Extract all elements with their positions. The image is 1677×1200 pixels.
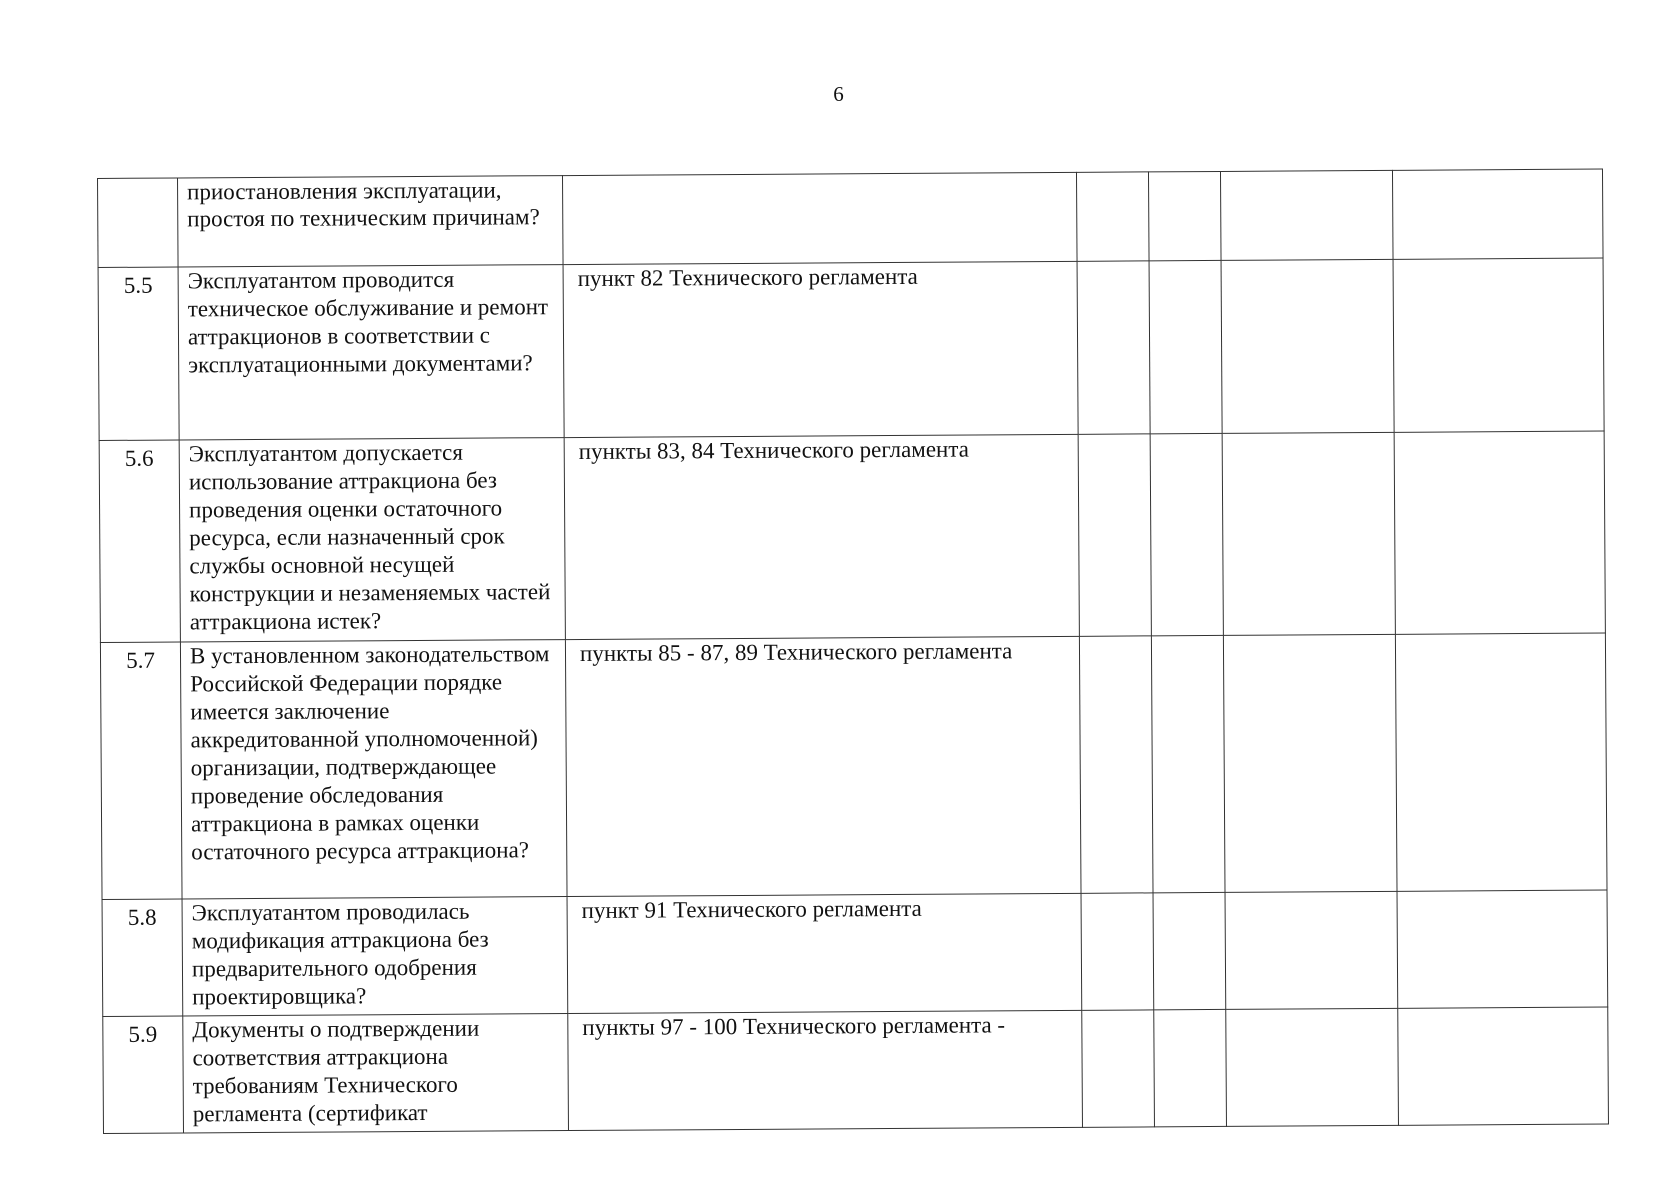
row-number: 5.6: [99, 440, 180, 642]
empty-cell: [1222, 432, 1395, 635]
empty-cell: [1081, 893, 1154, 1010]
empty-cell: [1393, 258, 1604, 432]
empty-cell: [1148, 171, 1221, 260]
table-row: [102, 890, 1608, 1016]
page-number: 6: [833, 82, 844, 106]
question-cell: Эксплуатантом проводилась модификация аттракциона без предварительного одобрения проектировщика?: [182, 897, 568, 1016]
empty-cell: [1392, 169, 1603, 259]
empty-cell: [1150, 433, 1223, 635]
table-row: [98, 258, 1604, 440]
empty-cell: [1220, 170, 1393, 260]
question-cell: В установленном законодательством Российской Федерации порядке имеется заключение аккредитованной уполномоченной) организации, подтверждающее проведение обследования аттракциона в рамках оценки остаточного ресурса аттракциона?: [180, 640, 567, 899]
row-number: [98, 178, 179, 268]
empty-cell: [1077, 261, 1150, 434]
question-cell: Документы о подтверждении соответствия аттракциона требованиям Технического регламента (сертификат: [183, 1014, 569, 1133]
reference-cell: пункты 83, 84 Технического регламента: [564, 434, 1079, 639]
question-cell: Эксплуатантом проводится техническое обслуживание и ремонт аттракционов в соответствии с эксплуатационными документами?: [178, 265, 564, 440]
row-number: 5.8: [102, 899, 183, 1017]
empty-cell: [1398, 1007, 1609, 1125]
empty-cell: [1153, 892, 1226, 1009]
question-cell: Эксплуатантом допускается использование аттракциона без проведения оценки остаточного ресурса, если назначенный срок службы основной несущей конструкции и незаменяемых частей аттракциона истек?: [179, 438, 565, 642]
empty-cell: [1079, 636, 1153, 893]
empty-cell: [1394, 431, 1605, 634]
table-row: [98, 169, 1604, 267]
table-row: [99, 431, 1605, 642]
table-row: [103, 1007, 1609, 1133]
row-number: 5.5: [98, 267, 179, 440]
table-row: [100, 633, 1607, 899]
empty-cell: [1151, 635, 1225, 892]
empty-cell: [1221, 259, 1394, 433]
reference-cell: [562, 172, 1077, 264]
reference-cell: пункт 82 Технического регламента: [563, 261, 1078, 437]
empty-cell: [1078, 434, 1151, 636]
empty-cell: [1149, 260, 1222, 433]
empty-cell: [1397, 890, 1608, 1008]
reference-cell: пункты 97 - 100 Технического регламента -: [568, 1010, 1083, 1130]
empty-cell: [1154, 1009, 1227, 1126]
row-number: 5.7: [100, 642, 182, 899]
empty-cell: [1226, 1008, 1399, 1126]
reference-cell: пункт 91 Технического регламента: [567, 893, 1082, 1013]
empty-cell: [1395, 633, 1607, 891]
empty-cell: [1082, 1010, 1155, 1127]
row-number: 5.9: [103, 1016, 184, 1134]
reference-cell: пункты 85 - 87, 89 Технического регламента: [565, 636, 1081, 896]
empty-cell: [1076, 172, 1149, 261]
checklist-table: [97, 169, 1609, 1134]
empty-cell: [1223, 634, 1397, 892]
question-cell: приостановления эксплуатации, простоя по техническим причинам?: [178, 176, 564, 267]
empty-cell: [1225, 891, 1398, 1009]
